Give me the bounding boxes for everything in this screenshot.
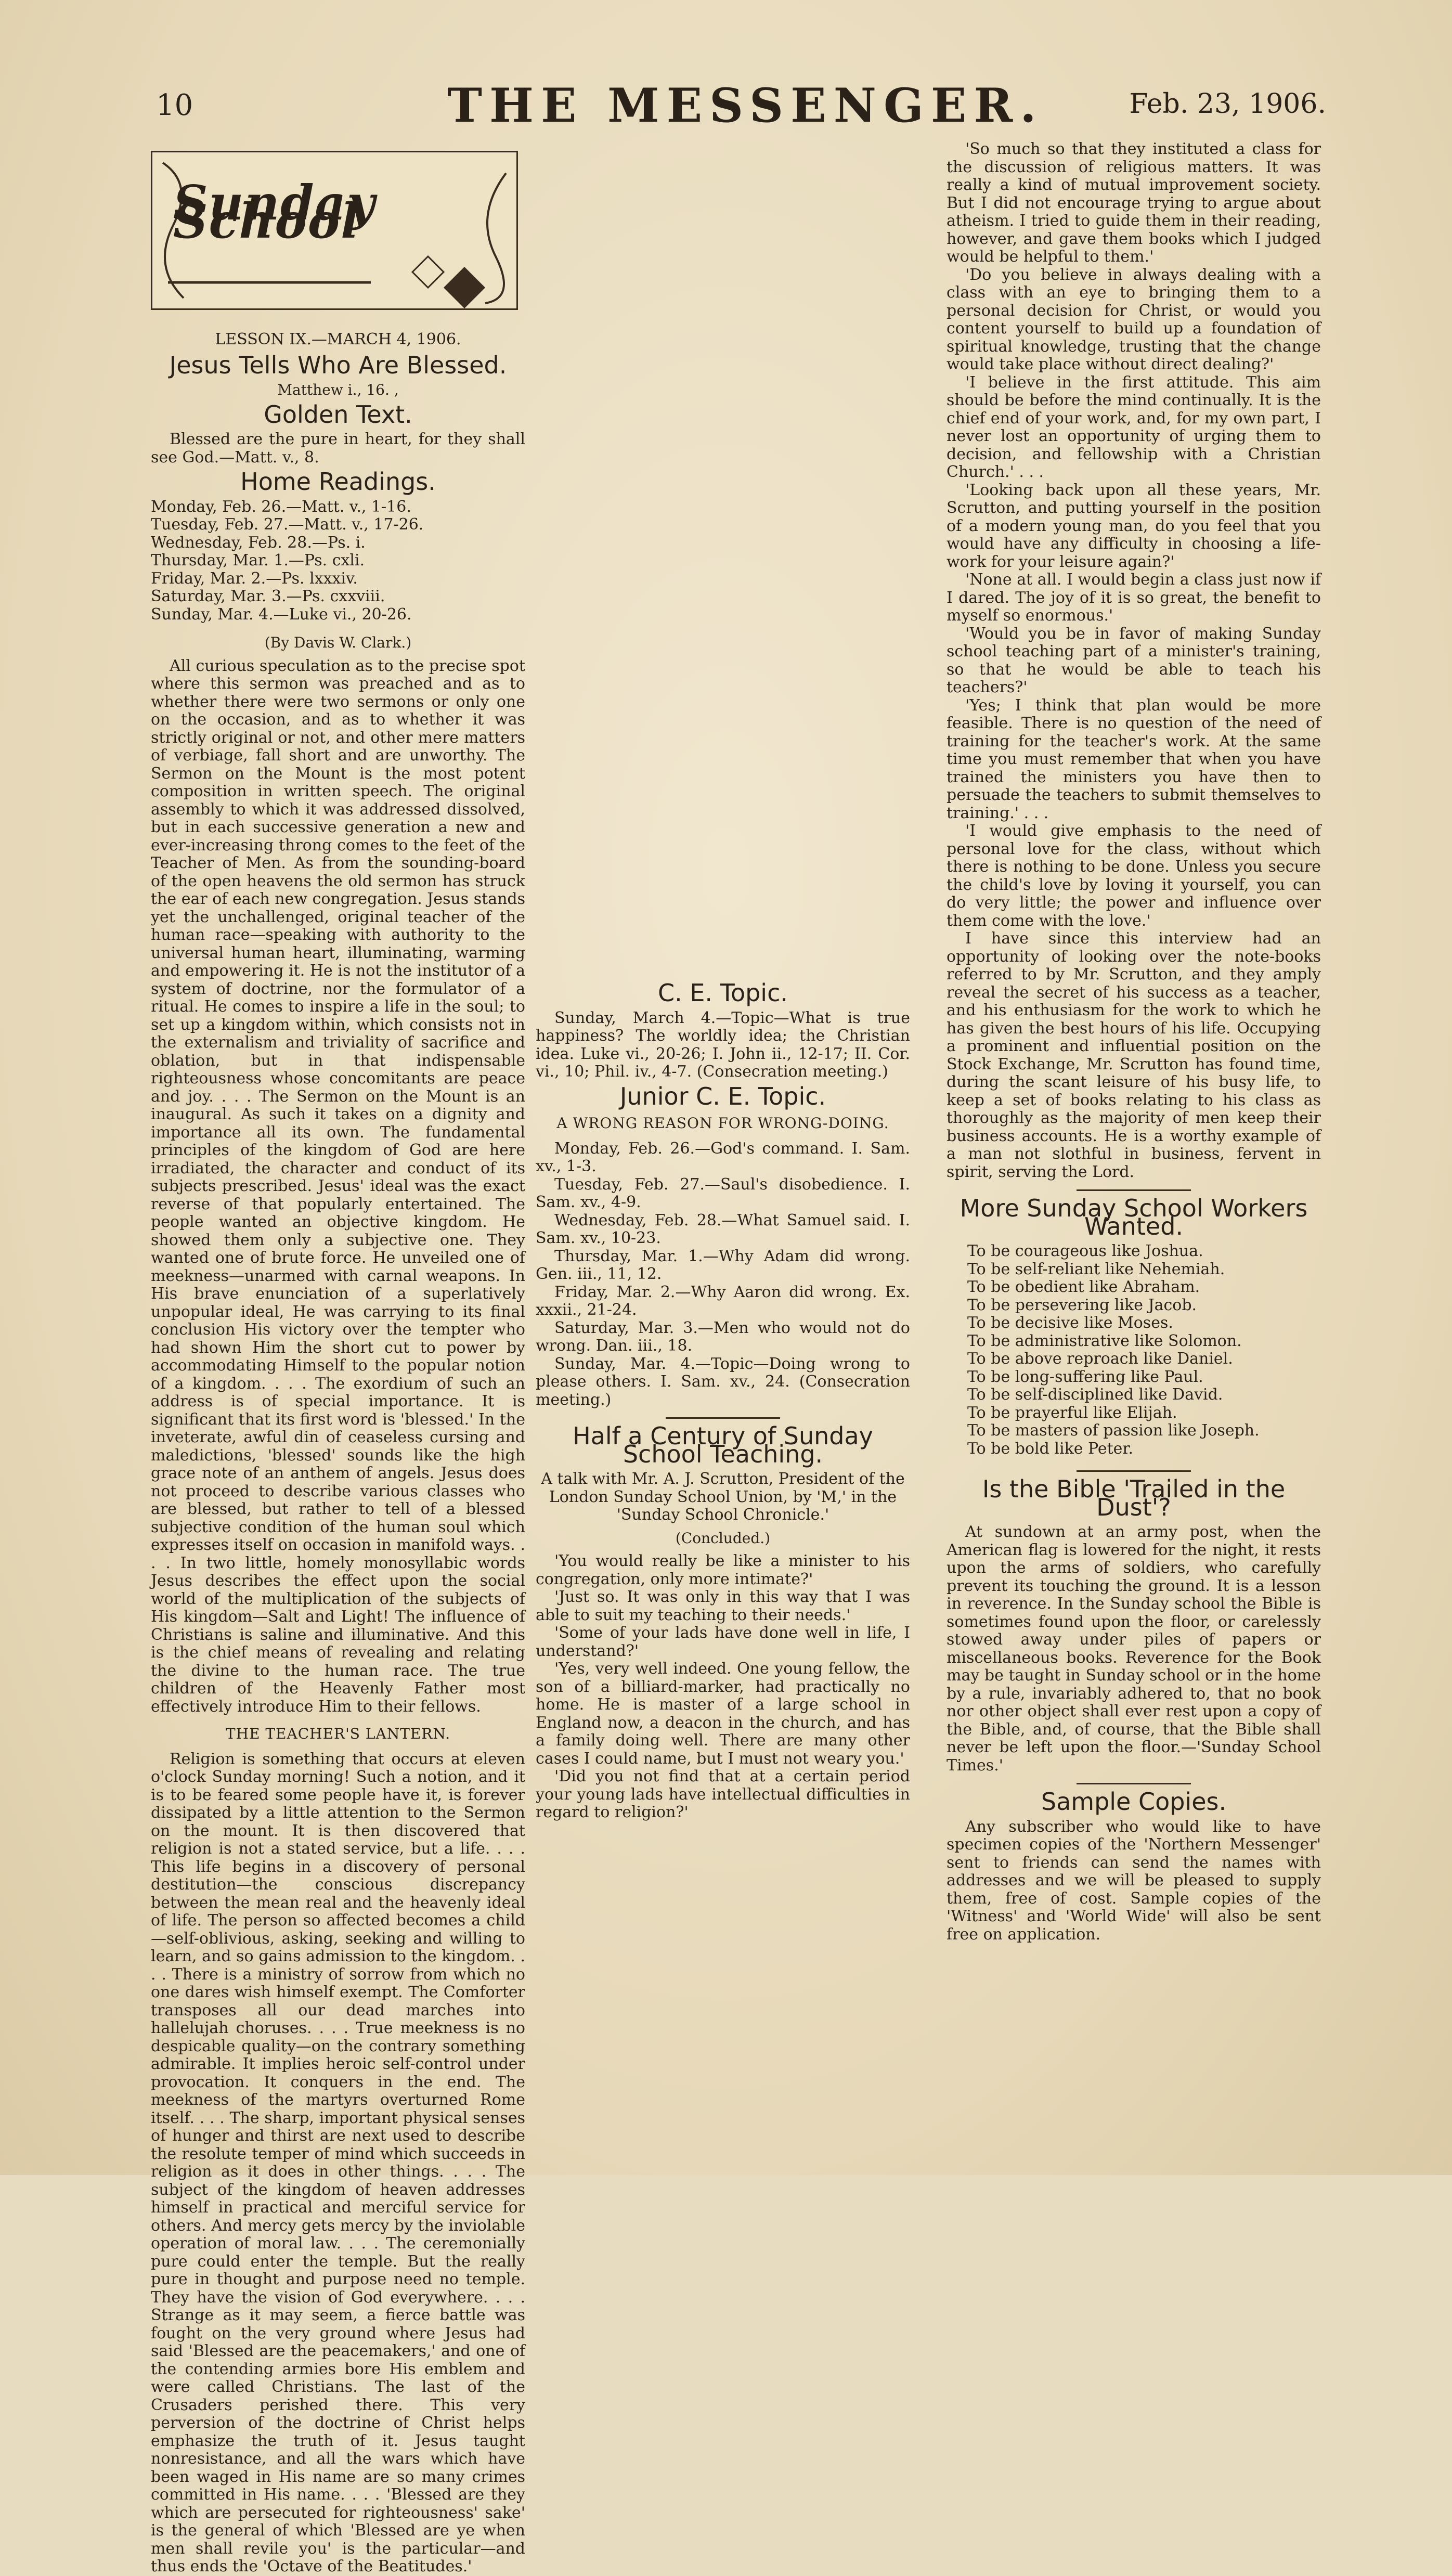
column-3	[947, 140, 1321, 1944]
list-item: To be courageous like Joshua.	[967, 1242, 1203, 1260]
bible-heading: Is the Bible 'Trailed in the Dust'?	[982, 1475, 1286, 1521]
interview-paragraph: 'Would you be in favor of making Sunday school teaching part of a minister's training, so that he would be able to teach his teachers?'	[947, 624, 1321, 696]
list-item: Sunday, Mar. 4.—Topic—Doing wrong to please others. I. Sam. xv., 24. (Consecration meeting.)	[536, 1354, 910, 1409]
list-item: To be long-suffering like Paul.	[967, 1367, 1203, 1386]
column-2	[536, 978, 910, 1822]
lesson-reference: Matthew i., 16. ,	[277, 381, 399, 398]
half-century-heading: Half a Century of Sunday School Teaching.	[573, 1422, 873, 1468]
masthead: THE MESSENGER.	[447, 78, 1044, 133]
lesson-title: Jesus Tells Who Are Blessed.	[169, 351, 507, 379]
divider	[1077, 1189, 1191, 1191]
home-readings-heading: Home Readings.	[240, 468, 436, 496]
interview-paragraph: 'Yes, very well indeed. One young fellow, the son of a billiard-marker, had practically no home. He is master of a large school in England now, a deacon in the church, and has a family doing well. There are many other cases I could name, but I must not weary you.'	[536, 1660, 910, 1768]
ce-topic-body: Sunday, March 4.—Topic—What is true happiness? The worldly idea; the Christian idea. Luke vi., 20-26; I. John ii., 12-17; II. Cor. vi., 10; Phil. iv., 4-7. (Consecration meeting.)	[536, 1008, 910, 1081]
interview-paragraph: 'Looking back upon all these years, Mr. Scrutton, and putting yourself in the position of a modern young man, do you feel that you would have any difficulty in choosing a life-work for your leisure again?'	[947, 481, 1321, 571]
list-item: To be bold like Peter.	[967, 1439, 1134, 1458]
list-item: Friday, Mar. 2.—Why Aaron did wrong. Ex. xxxii., 21-24.	[536, 1283, 910, 1319]
list-item: Monday, Feb. 26.—Matt. v., 1-16.	[151, 497, 411, 516]
list-item: Monday, Feb. 26.—God's command. I. Sam. xv., 1-3.	[536, 1139, 910, 1175]
byline: (By Davis W. Clark.)	[264, 634, 412, 651]
list-item: To be self-disciplined like David.	[967, 1386, 1223, 1404]
golden-text: Blessed are the pure in heart, for they shall see God.—Matt. v., 8.	[151, 430, 525, 467]
list-item: To be above reproach like Daniel.	[967, 1350, 1233, 1368]
concluded-note: (Concluded.)	[675, 1529, 771, 1547]
interview-paragraph: 'None at all. I would begin a class just now if I dared. The joy of it is so great, the benefit to myself so enormous.'	[947, 571, 1321, 625]
interview-paragraph: 'You would really be like a minister to his congregation, only more intimate?'	[536, 1552, 910, 1588]
interview-paragraph: 'Do you believe in always dealing with a class with an eye to bringing them to a personal decision for Christ, or would you content yourself to build up a foundation of spiritual knowledge, trusting that the change would take place without direct dealing?'	[947, 265, 1321, 373]
junior-ce-subheading: A WRONG REASON FOR WRONG-DOING.	[556, 1115, 889, 1132]
list-item: To be masters of passion like Joseph.	[967, 1421, 1260, 1440]
interview-paragraph: I have since this interview had an opportunity of looking over the note-books referred to by Mr. Scrutton, and they amply reveal the secret of his success as a teacher, and his enthusiasm for the work to which he has given the best hours of his life. Occupying a prominent and influential position on the Stock Exchange, Mr. Scrutton has found time, during the scant leisure of his busy life, to keep a set of books relating to his class as thoroughly as the majority of men keep their business accounts. He is a worthy example of a man not slothful in business, fervent in spirit, serving the Lord.	[947, 929, 1321, 1181]
list-item: Tuesday, Feb. 27.—Matt. v., 17-26.	[151, 515, 424, 534]
divider	[1077, 1470, 1191, 1472]
workers-list	[967, 1242, 1321, 1458]
list-item: Sunday, Mar. 4.—Luke vi., 20-26.	[151, 605, 412, 624]
lantern-body: Religion is something that occurs at eleven o'clock Sunday morning! Such a notion, and it is to be feared some people have it, is forever dissipated by a little attention to the Sermon on the mount. It is then discovered that religion is not a stated service, but a life. . . . This life begins in a discovery of personal destitution—the conscious discrepancy between the mean real and the heavenly ideal of life. The person so affected becomes a child—self-oblivious, asking, seeking and willing to learn, and so gains admission to the kingdom. . . . There is a ministry of sorrow from which no one dares wish himself exempt. The Comforter transposes all our dead marches into hallelujah choruses. . . . True meekness is no despicable quality—on the contrary something admirable. It implies heroic self-control under provocation. It conquers in the end. The meekness of the martyrs overturned Rome itself. . . . The sharp, important physical senses of hunger and thirst are next used to describe the resolute temper of mind which succeeds in religion as it does in other things. . . . The subject of the kingdom of heaven addresses himself in practical and merciful service for others. And mercy gets mercy by the inviolable operation of moral law. . . . The ceremonially pure could enter the temple. But the really pure in thought and purpose need no temple. They have the vision of God everywhere. . . . Strange as it may seem, a fierce battle was fought on the very ground where Jesus had said 'Blessed are the peacemakers,' and one of the contending armies bore His emblem and were called Christians. The last of the Crusaders perished there. This very perversion of the doctrine of Christ helps emphasize the truth of it. Jesus taught nonresistance, and all the wars which have been waged in His name are so many crimes committed in His name. . . . 'Blessed are they which are persecuted for righteousness' sake' is the general of which 'Blessed are ye when men shall revile you' is the particular—and thus ends the 'Octave of the Beatitudes.'	[151, 1750, 525, 2575]
list-item: Thursday, Mar. 1.—Why Adam did wrong. Gen. iii., 11, 12.	[536, 1247, 910, 1283]
list-item: To be self-reliant like Nehemiah.	[967, 1260, 1225, 1278]
page-header	[156, 78, 1326, 135]
interview-paragraph: 'So much so that they instituted a class for the discussion of religious matters. It was really a kind of mutual improvement society. But I did not encourage trying to argue about atheism. I tried to guide them in their reading, however, and gave them books which I judged would be helpful to them.'	[947, 140, 1321, 266]
column-1	[151, 140, 525, 2576]
lantern-heading: THE TEACHER'S LANTERN.	[225, 1725, 451, 1742]
list-item: Saturday, Mar. 3.—Men who would not do wrong. Dan. iii., 18.	[536, 1318, 910, 1355]
divider	[1077, 1783, 1191, 1784]
list-item: Friday, Mar. 2.—Ps. lxxxiv.	[151, 569, 358, 588]
ce-topic-heading: C. E. Topic.	[658, 979, 788, 1007]
list-item: Saturday, Mar. 3.—Ps. cxxviii.	[151, 587, 385, 605]
workers-heading: More Sunday School Workers Wanted.	[960, 1194, 1308, 1240]
samples-body: Any subscriber who would like to have specimen copies of the 'Northern Messenger' sent to friends can send the names with addresses and we will be pleased to supply them, free of cost. Sample copies of the 'Witness' and 'World Wide' will also be sent free on application.	[947, 1817, 1321, 1944]
interview-paragraph: 'I would give emphasis to the need of personal love for the class, without which there is nothing to be done. Unless you secure the child's love by loving it yourself, you can do very little; the power and influence over them come with the love.'	[947, 822, 1321, 930]
divider	[666, 1417, 780, 1419]
list-item: Wednesday, Feb. 28.—What Samuel said. I. Sam. xv., 10-23.	[536, 1211, 910, 1247]
home-readings-list	[151, 498, 525, 624]
golden-text-heading: Golden Text.	[264, 400, 412, 429]
page-number: 10	[156, 88, 193, 122]
interview-paragraph: 'I believe in the first attitude. This aim should be before the mind continually. It is the chief end of your work, and, for my own part, I never lost an opportunity of urging them to decision, and fellowship with a Christian Church.' . . .	[947, 373, 1321, 481]
issue-date: Feb. 23, 1906.	[1129, 88, 1326, 120]
interview-paragraph: 'Just so. It was only in this way that I was able to suit my teaching to their needs.'	[536, 1588, 910, 1624]
list-item: To be administrative like Solomon.	[967, 1331, 1242, 1350]
list-item: Thursday, Mar. 1.—Ps. cxli.	[151, 551, 365, 569]
list-item: To be persevering like Jacob.	[967, 1296, 1197, 1314]
half-century-intro: A talk with Mr. A. J. Scrutton, President of the London Sunday School Union, by 'M,' in the 'Sunday School Chronicle.'	[541, 1470, 905, 1524]
list-item: To be obedient like Abraham.	[967, 1278, 1200, 1296]
sunday-school-logo	[151, 151, 518, 310]
bible-body: At sundown at an army post, when the American flag is lowered for the night, it rests upon the arms of soldiers, who carefully prevent its touching the ground. It is a lesson in reverence. In the Sunday school the Bible is sometimes found upon the floor, or carelessly stowed away under piles of papers or miscellaneous books. Reverence for the Book may be taught in Sunday school or in the home by a rule, invariably adhered to, that no book nor other object shall ever rest upon a copy of the Bible, and, of course, that the Bible shall never be left upon the floor.—'Sunday School Times.'	[947, 1523, 1321, 1775]
list-item: To be decisive like Moses.	[967, 1314, 1173, 1332]
list-item: To be prayerful like Elijah.	[967, 1403, 1177, 1422]
interview-paragraph: 'Yes; I think that plan would be more feasible. There is no question of the need of training for the teacher's work. At the same time you must remember that when you have trained the ministers you have then to persuade the teachers to submit themselves to training.' . . .	[947, 696, 1321, 822]
interview-paragraph: 'Some of your lads have done well in life, I understand?'	[536, 1624, 910, 1660]
list-item: Tuesday, Feb. 27.—Saul's disobedience. I. Sam. xv., 4-9.	[536, 1175, 910, 1211]
list-item: Wednesday, Feb. 28.—Ps. i.	[151, 533, 366, 552]
logo-text: Sunday School	[173, 175, 376, 249]
lesson-label: LESSON IX.—MARCH 4, 1906.	[215, 330, 461, 348]
samples-heading: Sample Copies.	[1041, 1788, 1227, 1816]
junior-ce-heading: Junior C. E. Topic.	[619, 1082, 826, 1110]
lesson-body: All curious speculation as to the precise spot where this sermon was preached and as to whether there were two sermons or only one on the occasion, and as to whether it was strictly original or not, and other mere matters of verbiage, fall short and are unworthy. The Sermon on the Mount is the most potent composition in written speech. The original assembly to which it was addressed dissolved, but in each successive generation a new and ever-increasing throng comes to the feet of the Teacher of Men. As from the sounding-board of the open heavens the old sermon has struck the ear of each new congregation. Jesus stands yet the unchallenged, original teacher of the human race—speaking with authority to the universal human heart, illuminating, warming and empowering it. He is not the institutor of a system of doctrine, nor the formulator of a ritual. He comes to inspire a life in the soul; to set up a kingdom within, which consists not in the externalism and triviality of sacrifice and oblation, but in that indispensable righteousness whose concomitants are peace and joy. . . . The Sermon on the Mount is an inaugural. As such it takes on a dignity and importance all its own. The fundamental principles of the kingdom of God are here irradiated, the character and conduct of its subjects prescribed. Jesus' ideal was the exact reverse of that popularly entertained. The people wanted an objective kingdom. He showed them only a subjective one. They wanted one of brute force. He unveiled one of meekness—unarmed with carnal weapons. In His brave enunciation of a superlatively unpopular ideal, He was carrying to its final conclusion His victory over the tempter who had shown Him the short cut to power by accommodating Himself to the popular notion of a kingdom. . . . The exordium of such an address is of special importance. It is significant that its first word is 'blessed.' In the inveterate, awful din of ceaseless cursing and maledictions, 'blessed' sounds like the high grace note of an anthem of angels. Jesus does not proceed to describe various classes who are blessed, but rather to tell of a blessed subjective condition of the human soul which expresses itself on occasion in manifold ways. . . . In two little, homely monosyllabic words Jesus describes the effect upon the social world of the multiplication of the subjects of His kingdom—Salt and Light! The influence of Christians is saline and illuminative. And this is the chief means of revealing and relating the divine to the human race. The true children of the Heavenly Father most effectively introduce Him to their fellows.	[151, 656, 525, 1716]
interview-paragraph: 'Did you not find that at a certain period your young lads have intellectual difficulties in regard to religion?'	[536, 1767, 910, 1821]
